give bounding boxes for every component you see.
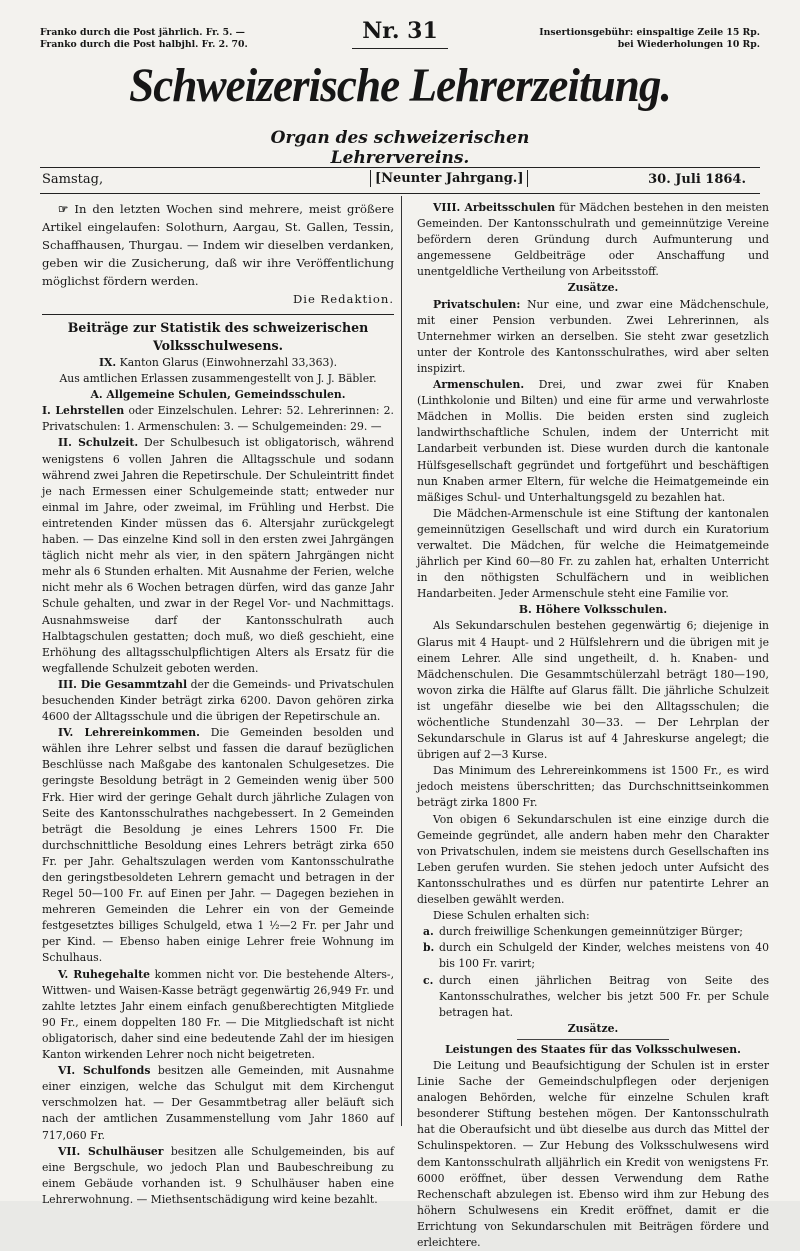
notice-text: In den letzten Wochen sind mehrere, meist größere Artikel eingelaufen: Solothurn, Aargau, St. Gallen, Tessin, Schaffhausen, Thurgau. — Indem wir dieselben verdanken, geben wir die Zusicherung, daß wir ihre Veröffentlichung möglichst fördern werden. — [42, 202, 394, 288]
list-item: a. durch freiwillige Schenkungen gemeinnütziger Bürger; — [423, 925, 743, 939]
list-item: c. durch einen jährlichen Beitrag von Seite des Kantonsschulrathes, welcher bis jetzt 500 Fr. per Schule betragen hat. — [423, 973, 769, 1019]
section-b-heading: B. Höhere Volksschulen. — [518, 603, 668, 617]
paragraph-armenschulen: Armenschulen. Drei, und zwar zwei für Knaben (Linthkolonie und Bilten) und eine für arme und verwahrloste Mädchen in Mollis. Die beiden ersten sind zugleich landwirthschaftliche Schulen, indem der Unterricht mit Landarbeit verbunden ist. Diese wurden durch die kantonale Hülfsgesellschaft gegründet und fortgeführt und beschäftigen nun Knaben armer Eltern, für welche die Heimatgemeinde ein mäßiges Schul- und Unterhaltungsgeld zu bezahlen hat. — [417, 378, 769, 504]
paragraph-staat: Die Leitung und Beaufsichtigung der Schulen ist in erster Linie Sache der Gemeindschulpflegen oder derjenigen analogen Behörden, welche für einzelne Schulen kraft besonderer Stiftung bestehen mögen. Der Kantonsschulrath hat die Oberaufsicht und übt dieselbe aus durch das Mittel der Schulinspektoren. — Zur Hebung des Volksschulwesens wird dem Kantonsschulrath alljährlich ein Kredit von wenigstens Fr. 6000 eröffnet, über dessen Verwendung dem Rathe Rechenschaft abzulegen ist. Ebenso wird ihm zur Hebung des höhern Schulwesens ein Kredit eröffnet, damit er die Errichtung von Sekundarschulen mit Beiträgen fördere und erleichtere. — [417, 1058, 769, 1249]
dateline-day: Samstag, — [42, 172, 104, 187]
insertion-line-1: Insertionsgebühr: einspaltige Zeile 15 Rp. — [539, 27, 760, 38]
canton-heading: IX. Kanton Glarus (Einwohnerzahl 33,363). — [99, 356, 337, 369]
dateline-rule-bottom — [40, 193, 760, 194]
paragraph-minimum: Das Minimum des Lehrereinkommens ist 1500 Fr., es wird jedoch meistens überschritten; das Durchschnittseinkommen beträgt zirka 1800 Fr. — [417, 764, 769, 810]
dateline-rule-top — [40, 167, 760, 168]
paragraph-sekundarschulen: Als Sekundarschulen bestehen gegenwärtig 6; diejenige in Glarus mit 4 Haupt- und 2 Hülfslehrern und die übrigen mit je einem Lehrer. Alle sind ungetheilt, d. h. Knaben- und Mädchenschulen. Die Gesammtschülerzahl beträgt 180—190, wovon zirka die Hälfte auf Glarus fällt. Die jährliche Schulzeit ist ungefähr dieselbe wie bei den Alltagsschulen; die wöchentliche Stundenzahl 30—33. — Der Lehrplan der Sekundarschule in Glarus ist auf 4 Jahreskurse angelegt; die übrigen auf 2—3 Kurse. — [417, 619, 769, 762]
paragraph-erhalten: Diese Schulen erhalten sich: — [433, 909, 590, 923]
issue-number: Nr. 31 — [362, 18, 438, 44]
paragraph-privatschulen: Privatschulen: Nur eine, und zwar eine Mädchenschule, mit einer Pension verbunden. Zwei Lehrerinnen, als Unternehmer wirken an derselben. Sie steht zwar gesetzlich unter der Kontrole des Kantonsschulrathes, wird aber selten inspizirt. — [417, 297, 770, 375]
staat-heading: Leistungen des Staates für das Volksschulwesen. — [445, 1042, 741, 1056]
list-item: b. durch ein Schulgeld der Kinder, welches meistens von 40 bis 100 Fr. varirt; — [423, 941, 769, 971]
insertion-info — [528, 27, 760, 51]
article-title-line-1: Beiträge zur Statistik des schweizerischen — [67, 320, 369, 335]
price-line-1: Franko durch die Post jährlich. Fr. 5. — — [40, 27, 245, 38]
paragraph-schulfonds: VI. Schulfonds besitzen alle Gemeinden, mit Ausnahme einer einzigen, welche das Schulgut mit dem Kirchengut verschmolzen hat. — Der Gesammtbetrag aller beläuft sich nach der amtlichen Zusammenstellung vom Jahr 1860 auf 717,060 Fr. — [42, 1064, 394, 1142]
dateline-date: 30. Juli 1864. — [648, 172, 746, 187]
insertion-line-2: bei Wiederholungen 10 Rp. — [617, 39, 760, 50]
issue-rule — [352, 48, 448, 49]
price-line-2: Franko durch die Post halbjhl. Fr. 2. 70. — [40, 39, 248, 50]
small-rule — [517, 1039, 669, 1040]
article-source: Aus amtlichen Erlassen zusammengestellt von J. J. Bäbler. — [59, 372, 377, 386]
paragraph-maedchen-armenschule: Die Mädchen-Armenschule ist eine Stiftung der kantonalen gemeinnützigen Gesellschaft und wird durch ein Kuratorium verwaltet. Die Mädchen, für welche die Heimatgemeinde jährlich per Kind 60—80 Fr. zu zahlen hat, erhalten Unterricht in den nöthigsten Schulfächern und in weiblichen Handarbeiten. Jeder Armenschule steht eine Familie vor. — [417, 506, 769, 601]
paragraph-schulhaeuser: VII. Schulhäuser besitzen alle Schulgemeinden, bis auf eine Bergschule, wo jedoch Plan und Baubeschreibung zu einem Gebäude vorhanden ist. 9 Schulhäuser haben eine Lehrerwohnung. — Miethsentschädigung wird keine bezahlt. — [42, 1144, 394, 1206]
paragraph-arbeitsschulen: VIII. Arbeitsschulen für Mädchen bestehen in den meisten Gemeinden. Der Kantonsschulrath und gemeinnützige Vereine befördern deren Gründung durch Aufmunterung und angemessene Geldbeiträge oder Anschaffung und unentgeldliche Vertheilung von Arbeitsstoff. — [417, 201, 769, 279]
dateline-volume: [Neunter Jahrgang.] — [370, 170, 528, 187]
zusaetze-heading-2: Zusätze. — [567, 1021, 619, 1035]
notice-signature: Die Redaktion. — [293, 292, 394, 306]
paragraph-ruhegehalte: V. Ruhegehalte kommen nicht vor. Die bestehende Alters-, Wittwen- und Waisen-Kasse beträgt gegenwärtig 26,949 Fr. und zahlte letztes Jahr einem einfach genußberechtigten Mitgliede 90 Fr., einem doppelten 180 Fr. — Die Mitgliedschaft ist nicht obligatorisch, daher sind eine bedeutende Zahl der im hiesigen Kanton wirkenden Lehrer noch nicht beigetreten. — [42, 967, 395, 1062]
dateline — [40, 170, 760, 190]
masthead-subtitle: Organ des schweizerischen Lehrervereins. — [270, 128, 530, 168]
subscription-info — [40, 27, 270, 51]
right-column — [417, 200, 769, 1251]
paragraph-schulzeit: II. Schulzeit. Der Schulbesuch ist obligatorisch, während wenigstens 6 vollen Jahren die Alltagsschule und sodann während zwei Jahren die Repetirschule. Der Schuleintritt findet je nach Ermessen einer Schulgemeinde statt; entweder nur einmal im Jahre, oder zweimal, im Frühling und Herbst. Die eintretenden Kinder müssen das 6. Altersjahr zurückgelegt haben. — Das einzelne Kind soll in den ersten zwei Jahrgängen täglich nicht mehr als vier, in den spätern Jahrgängen nicht mehr als 6 Stunden erhalten. Mit Ausnahme der Ferien, welche nicht mehr als 6 Wochen betragen dürfen, wird das ganze Jahr Schule gehalten, und zwar in der Regel Vor- und Nachmittags. Ausnahmsweise darf der Kantonsschulrath auch Halbtagschulen gestatten; doch muß, wo dieß geschieht, eine Erhöhung des alltagsschulpflichtigen Alters als Ersatz für die wegfallende Schulzeit geboten werden. — [42, 436, 394, 675]
paragraph-obige: Von obigen 6 Sekundarschulen ist eine einzige durch die Gemeinde gegründet, alle andern haben mehr den Charakter von Privatschulen, indem sie meistens durch Gesellschaften ins Leben gerufen wurden. Sie stehen jedoch unter Aufsicht des Kantonsschulrathes und es dürfen nur patentirte Lehrer an dieselben gewählt werden. — [417, 812, 769, 907]
paragraph-lehrereinkommen: IV. Lehrereinkommen. Die Gemeinden besolden und wählen ihre Lehrer selbst und fassen die darauf bezüglichen Beschlüsse nach Maßgabe des kantonalen Schulgesetzes. Die geringste Besoldung beträgt in 2 Gemeinden wenig über 500 Frk. Hier wird der geringe Gehalt durch jährliche Zulagen von Seite des Kantonsschulrathes nachgebessert. In 2 Gemeinden beträgt die Besoldung je eines Lehrers 1500 Fr. Die durchschnittliche Besoldung eines Lehrers beträgt zirka 650 Fr. per Jahr. Gehaltszulagen werden vom Kantonsschulrathe den geringstbesoldeten Lehrern gemacht und betragen in der Regel 50—100 Fr. auf Einen per Jahr. — Dagegen beziehen in mehreren Gemeinden die Lehrer ein von der Gemeinde festgesetztes billiges Schulgeld, etwa 1 ½—2 Fr. per Jahr und per Kind. — Ebenso haben einige Lehrer freie Wohnung im Schulhaus. — [42, 726, 395, 965]
column-separator — [401, 196, 402, 1126]
article-title-line-2: Volksschulwesens. — [152, 338, 284, 353]
zusaetze-heading-1: Zusätze. — [567, 281, 619, 295]
masthead-title: Schweizerische Lehrerzeitung. — [129, 59, 671, 112]
pointing-hand-icon: ☞ — [58, 202, 69, 216]
editorial-notice — [42, 200, 394, 310]
section-a-heading: A. Allgemeine Schulen, Gemeindsschulen. — [90, 388, 346, 402]
paragraph-lehrstellen: I. Lehrstellen oder Einzelschulen. Lehrer: 52. Lehrerinnen: 2. Privatschulen: 1. Armenschulen: 3. — Schulgemeinden: 29. — — [42, 404, 394, 434]
section-rule — [42, 314, 394, 315]
left-column — [42, 200, 394, 1208]
paragraph-gesammtzahl: III. Die Gesammtzahl der die Gemeinds- und Privatschulen besuchenden Kinder beträgt zirka 6200. Davon gehören zirka 4600 der Alltagsschule und die übrigen der Repetirschule an. — [42, 677, 394, 724]
